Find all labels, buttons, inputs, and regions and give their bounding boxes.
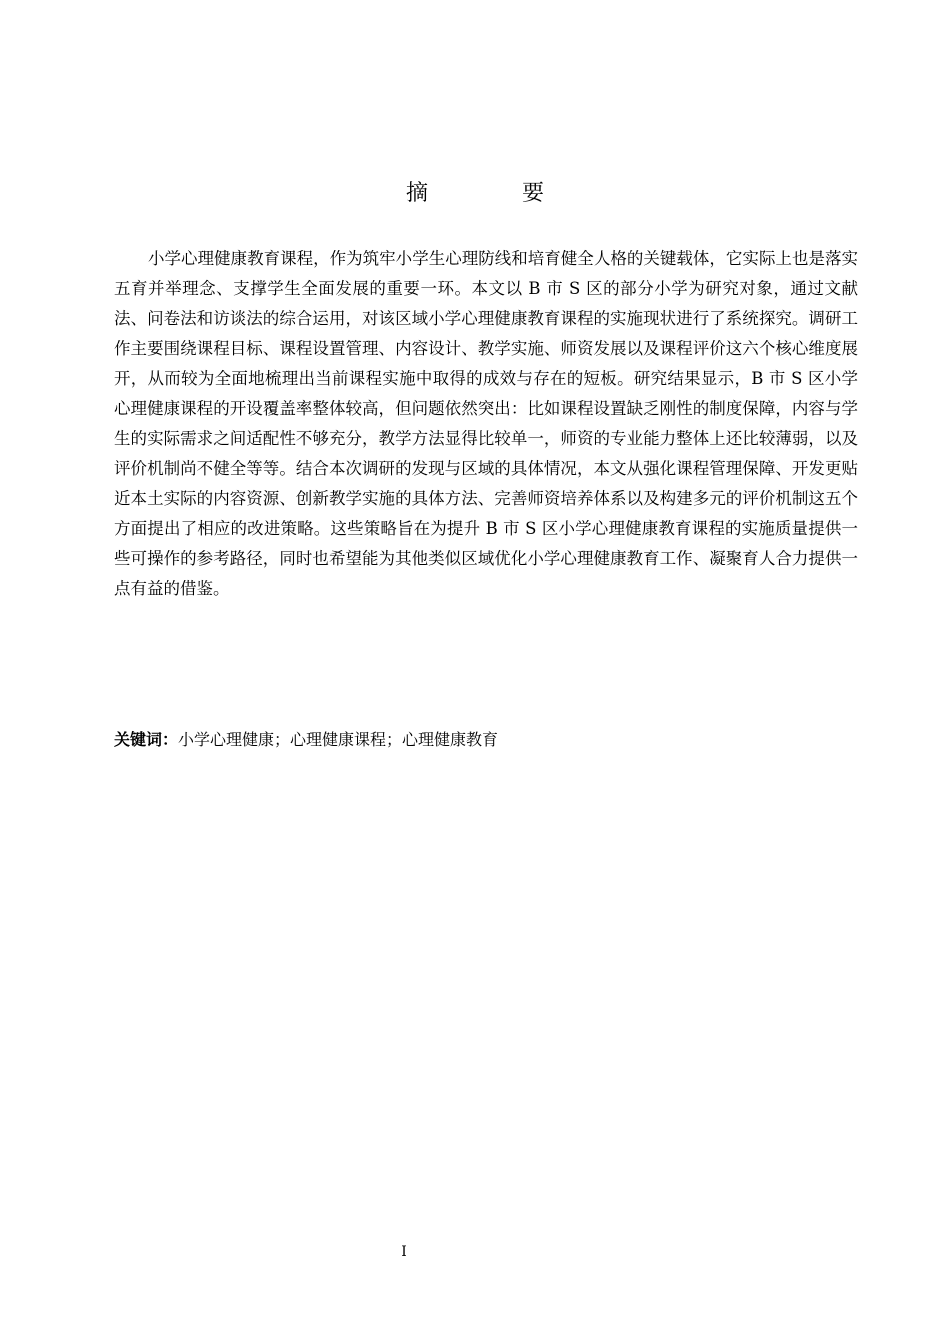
abstract-body: 小学心理健康教育课程，作为筑牢小学生心理防线和培育健全人格的关键载体，它实际上也是落实五育并举理念、支撑学生全面发展的重要一环。本文以 B 市 S 区的部分小学为研究对象，通过文献法、问卷法和访谈法的综合运用，对该区域小学心理健康教育课程的实施现状进行了系统探究。调研工作主要围绕课程目标、课程设置管理、内容设计、教学实施、师资发展以及课程评价这六个核心维度展开，从而较为全面地梳理出当前课程实施中取得的成效与存在的短板。研究结果显示，B 市 S 区小学心理健康课程的开设覆盖率整体较高，但问题依然突出：比如课程设置缺乏刚性的制度保障，内容与学生的实际需求之间适配性不够充分，教学方法显得比较单一，师资的专业能力整体上还比较薄弱，以及评价机制尚不健全等等。结合本次调研的发现与区域的具体情况，本文从强化课程管理保障、开发更贴近本土实际的内容资源、创新教学实施的具体方法、完善师资培养体系以及构建多元的评价机制这五个方面提出了相应的改进策略。这些策略旨在为提升 B 市 S 区小学心理健康教育课程的实施质量提供一些可操作的参考路径，同时也希望能为其他类似区域优化小学心理健康教育工作、凝聚育人合力提供一点有益的借鉴。 (114, 249, 858, 598)
keywords-value: 小学心理健康；心理健康课程；心理健康教育 (178, 730, 499, 749)
page-number: I (401, 1244, 407, 1260)
keywords-line (114, 728, 858, 752)
keywords-label: 关键词： (114, 730, 179, 749)
abstract-title: 摘 要 (405, 181, 580, 206)
